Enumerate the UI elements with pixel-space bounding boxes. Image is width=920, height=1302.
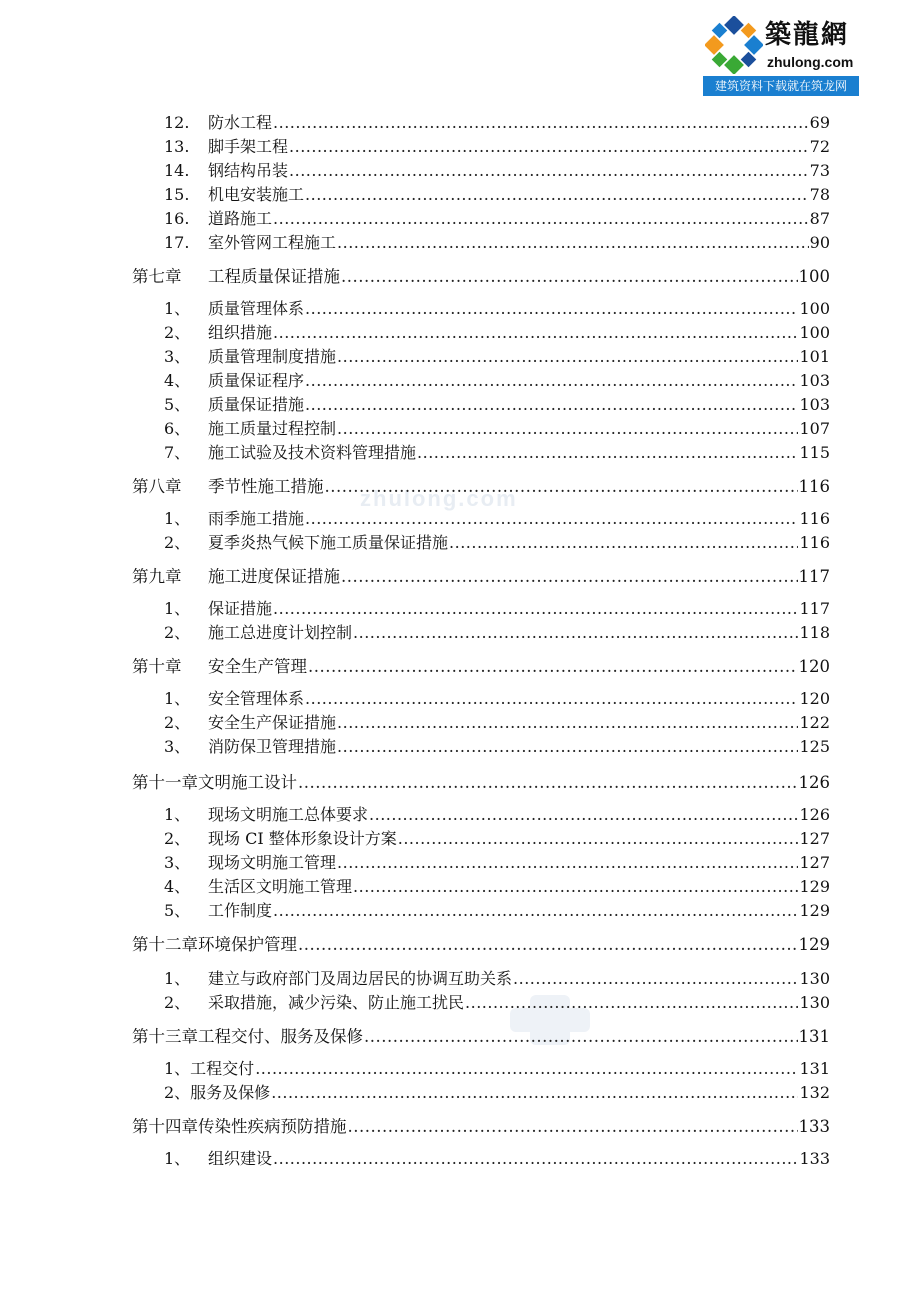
toc-entry-page: 129	[799, 901, 830, 920]
toc-entry-title: 质量管理体系	[208, 299, 305, 318]
toc-section-entry[interactable]	[164, 208, 830, 230]
toc-entry-page: 101	[799, 347, 830, 366]
toc-dot-leader	[305, 370, 798, 392]
toc-entry-title: 室外管网工程施工	[208, 233, 337, 252]
toc-entry-number: 1、	[164, 805, 191, 824]
toc-section-entry[interactable]	[164, 394, 830, 416]
logo-banner: 建筑资料下载就在筑龙网	[703, 76, 859, 96]
toc-entry-number: 12.	[164, 113, 190, 132]
toc-dot-leader	[337, 736, 798, 758]
toc-entry-title: 组织建设	[208, 1149, 273, 1168]
toc-entry-title: 现场文明施工总体要求	[208, 805, 369, 824]
toc-section-entry[interactable]	[164, 852, 830, 874]
toc-entry-number: 1、	[164, 599, 191, 618]
toc-entry-page: 116	[799, 509, 830, 528]
toc-entry-number: 2、	[164, 623, 191, 642]
toc-chapter-entry[interactable]	[132, 566, 830, 588]
toc-section-entry[interactable]	[164, 442, 830, 464]
toc-entry-number: 1、	[164, 689, 191, 708]
toc-entry-title: 第十一章文明施工设计	[132, 773, 297, 792]
toc-section-entry[interactable]	[164, 370, 830, 392]
toc-entry-title: 质量保证程序	[208, 371, 305, 390]
toc-entry-number: 2、	[164, 323, 191, 342]
toc-entry-number: 15.	[164, 185, 190, 204]
toc-entry-title: 生活区文明施工管理	[208, 877, 353, 896]
toc-entry-title: 施工质量过程控制	[208, 419, 337, 438]
toc-entry-page: 120	[799, 689, 830, 708]
toc-entry-page: 131	[798, 1027, 830, 1046]
toc-entry-title: 防水工程	[208, 113, 273, 132]
toc-chapter-entry[interactable]	[132, 1026, 830, 1048]
toc-entry-number: 2、	[164, 829, 191, 848]
toc-entry-page: 103	[799, 371, 830, 390]
toc-section-entry[interactable]	[164, 828, 830, 850]
toc-section-entry[interactable]	[164, 112, 830, 134]
toc-dot-leader	[325, 476, 798, 498]
toc-dot-leader	[398, 828, 799, 850]
toc-dot-leader	[271, 1082, 798, 1104]
logo-name-cn: 築龍網	[765, 20, 850, 50]
toc-entry-page: 73	[809, 161, 830, 180]
background-watermark: zhulong.com	[360, 486, 518, 511]
toc-dot-leader	[364, 1026, 798, 1048]
toc-entry-number: 3、	[164, 347, 191, 366]
toc-entry-page: 131	[799, 1059, 830, 1078]
toc-entry-number: 4、	[164, 877, 191, 896]
toc-entry-number: 第十章	[132, 657, 182, 676]
toc-entry-title: 组织措施	[208, 323, 273, 342]
toc-dot-leader	[255, 1058, 798, 1080]
toc-entry-page: 120	[798, 657, 830, 676]
toc-entry-title: 机电安装施工	[208, 185, 305, 204]
toc-section-entry[interactable]	[164, 532, 830, 554]
toc-entry-number: 第八章	[132, 477, 182, 496]
toc-entry-number: 16.	[164, 209, 190, 228]
toc-section-entry[interactable]	[164, 622, 830, 644]
toc-entry-title: 道路施工	[208, 209, 273, 228]
toc-entry-number: 2、	[164, 993, 191, 1012]
toc-dot-leader	[305, 298, 798, 320]
toc-entry-page: 127	[799, 829, 830, 848]
toc-section-entry[interactable]	[164, 322, 830, 344]
toc-entry-number: 13.	[164, 137, 190, 156]
toc-dot-leader	[337, 852, 798, 874]
toc-entry-title: 质量保证措施	[208, 395, 305, 414]
toc-section-entry[interactable]	[164, 160, 830, 182]
toc-entry-page: 69	[809, 113, 830, 132]
toc-chapter-entry[interactable]	[132, 1116, 830, 1138]
toc-entry-page: 107	[799, 419, 830, 438]
toc-entry-title: 第十三章工程交付、服务及保修	[132, 1027, 363, 1046]
toc-dot-leader	[353, 622, 798, 644]
toc-entry-title: 2、服务及保修	[164, 1083, 271, 1102]
toc-entry-page: 133	[799, 1149, 830, 1168]
toc-entry-title: 消防保卫管理措施	[208, 737, 337, 756]
toc-dot-leader	[273, 208, 809, 230]
toc-entry-page: 133	[798, 1117, 830, 1136]
logo-domain: zhulong.com	[767, 54, 854, 70]
toc-section-entry[interactable]	[164, 136, 830, 158]
toc-entry-number: 1、	[164, 299, 191, 318]
toc-entry-page: 90	[809, 233, 830, 252]
toc-chapter-entry[interactable]	[132, 772, 830, 794]
toc-section-entry[interactable]	[164, 1082, 830, 1104]
toc-dot-leader	[337, 418, 798, 440]
toc-dot-leader	[273, 598, 798, 620]
toc-section-entry[interactable]	[164, 298, 830, 320]
toc-entry-title: 夏季炎热气候下施工质量保证措施	[208, 533, 449, 552]
toc-entry-page: 87	[809, 209, 830, 228]
toc-entry-number: 1、	[164, 509, 191, 528]
toc-entry-page: 116	[799, 533, 830, 552]
toc-dot-leader	[465, 992, 798, 1014]
toc-section-entry[interactable]	[164, 598, 830, 620]
toc-entry-number: 7、	[164, 443, 191, 462]
toc-entry-page: 132	[799, 1083, 830, 1102]
toc-entry-title: 施工试验及技术资料管理措施	[208, 443, 417, 462]
toc-dot-leader	[273, 322, 798, 344]
toc-section-entry[interactable]	[164, 232, 830, 254]
toc-entry-number: 5、	[164, 901, 191, 920]
toc-entry-number: 第九章	[132, 567, 182, 586]
toc-entry-page: 100	[799, 299, 830, 318]
toc-chapter-entry[interactable]	[132, 476, 830, 498]
toc-entry-title: 脚手架工程	[208, 137, 289, 156]
toc-section-entry[interactable]	[164, 1148, 830, 1170]
toc-dot-leader	[337, 712, 798, 734]
toc-entry-page: 72	[809, 137, 830, 156]
toc-dot-leader	[308, 656, 798, 678]
toc-entry-page: 100	[798, 267, 830, 286]
toc-entry-title: 安全生产保证措施	[208, 713, 337, 732]
toc-dot-leader	[289, 160, 809, 182]
toc-dot-leader	[298, 934, 798, 956]
toc-entry-number: 17.	[164, 233, 190, 252]
toc-dot-leader	[337, 232, 809, 254]
toc-dot-leader	[305, 508, 798, 530]
toc-entry-page: 126	[798, 773, 830, 792]
toc-entry-number: 5、	[164, 395, 191, 414]
toc-dot-leader	[305, 394, 798, 416]
toc-entry-page: 125	[799, 737, 830, 756]
toc-dot-leader	[417, 442, 798, 464]
toc-section-entry[interactable]	[164, 876, 830, 898]
toc-chapter-entry[interactable]	[132, 934, 830, 956]
toc-entry-number: 3、	[164, 737, 191, 756]
toc-entry-title: 现场文明施工管理	[208, 853, 337, 872]
toc-dot-leader	[513, 968, 798, 990]
toc-dot-leader	[369, 804, 798, 826]
toc-entry-page: 78	[809, 185, 830, 204]
toc-entry-number: 3、	[164, 853, 191, 872]
toc-entry-title: 季节性施工措施	[208, 477, 324, 496]
toc-entry-title: 安全生产管理	[208, 657, 307, 676]
toc-entry-number: 2、	[164, 713, 191, 732]
toc-entry-title: 安全管理体系	[208, 689, 305, 708]
toc-section-entry[interactable]	[164, 688, 830, 710]
toc-entry-page: 116	[798, 477, 830, 496]
toc-dot-leader	[298, 772, 798, 794]
toc-entry-title: 雨季施工措施	[208, 509, 305, 528]
toc-entry-title: 第十四章传染性疾病预防措施	[132, 1117, 347, 1136]
toc-entry-page: 100	[799, 323, 830, 342]
toc-section-entry[interactable]	[164, 712, 830, 734]
toc-dot-leader	[341, 566, 798, 588]
toc-entry-page: 115	[799, 443, 830, 462]
toc-entry-page: 117	[799, 599, 830, 618]
toc-entry-page: 122	[799, 713, 830, 732]
toc-dot-leader	[273, 1148, 798, 1170]
toc-entry-title: 现场 CI 整体形象设计方案	[208, 829, 397, 848]
toc-entry-page: 103	[799, 395, 830, 414]
toc-entry-page: 129	[799, 877, 830, 896]
toc-dot-leader	[348, 1116, 798, 1138]
toc-entry-page: 126	[799, 805, 830, 824]
toc-entry-page: 127	[799, 853, 830, 872]
toc-chapter-entry[interactable]	[132, 266, 830, 288]
toc-entry-page: 130	[799, 969, 830, 988]
toc-section-entry[interactable]	[164, 508, 830, 530]
toc-entry-title: 工作制度	[208, 901, 273, 920]
toc-entry-number: 4、	[164, 371, 191, 390]
toc-entry-title: 建立与政府部门及周边居民的协调互助关系	[208, 969, 513, 988]
toc-entry-title: 质量管理制度措施	[208, 347, 337, 366]
toc-entry-page: 129	[798, 935, 830, 954]
toc-dot-leader	[305, 688, 798, 710]
toc-section-entry[interactable]	[164, 804, 830, 826]
toc-entry-title: 第十二章环境保护管理	[132, 935, 297, 954]
toc-dot-leader	[289, 136, 809, 158]
toc-dot-leader	[305, 184, 809, 206]
toc-dot-leader	[353, 876, 798, 898]
toc-section-entry[interactable]	[164, 346, 830, 368]
toc-entry-title: 施工总进度计划控制	[208, 623, 353, 642]
toc-section-entry[interactable]	[164, 968, 830, 990]
toc-chapter-entry[interactable]	[132, 656, 830, 678]
toc-dot-leader	[273, 900, 798, 922]
toc-entry-number: 1、	[164, 1149, 191, 1168]
toc-dot-leader	[341, 266, 798, 288]
toc-entry-page: 118	[799, 623, 830, 642]
toc-entry-title: 施工进度保证措施	[208, 567, 340, 586]
toc-section-entry[interactable]	[164, 418, 830, 440]
toc-dot-leader	[337, 346, 798, 368]
toc-section-entry[interactable]	[164, 736, 830, 758]
toc-entry-title: 工程质量保证措施	[208, 267, 340, 286]
toc-section-entry[interactable]	[164, 184, 830, 206]
toc-dot-leader	[273, 112, 809, 134]
toc-section-entry[interactable]	[164, 992, 830, 1014]
toc-entry-page: 130	[799, 993, 830, 1012]
toc-section-entry[interactable]	[164, 1058, 830, 1080]
toc-entry-title: 钢结构吊装	[208, 161, 289, 180]
toc-entry-page: 117	[798, 567, 830, 586]
toc-section-entry[interactable]	[164, 900, 830, 922]
toc-entry-number: 2、	[164, 533, 191, 552]
toc-entry-number: 第七章	[132, 267, 182, 286]
toc-entry-number: 14.	[164, 161, 190, 180]
toc-dot-leader	[449, 532, 798, 554]
toc-entry-title: 保证措施	[208, 599, 273, 618]
toc-entry-number: 1、	[164, 969, 191, 988]
toc-entry-title: 1、工程交付	[164, 1059, 255, 1078]
toc-entry-number: 6、	[164, 419, 191, 438]
toc-entry-title: 采取措施，减少污染、防止施工扰民	[208, 993, 465, 1012]
